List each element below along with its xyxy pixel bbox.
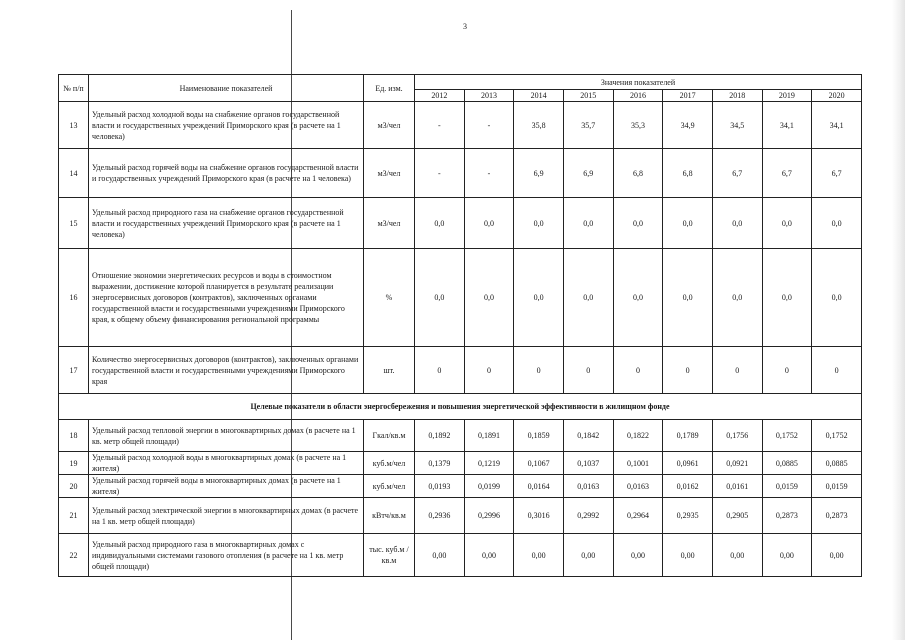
value-cell: 0,00 — [415, 534, 465, 577]
value-cell: 0 — [613, 347, 663, 394]
table-row — [59, 475, 862, 498]
value-cell: 0,0 — [464, 198, 514, 249]
value-cell: 0,0159 — [812, 475, 862, 498]
page-number: 3 — [463, 22, 467, 31]
value-cell: 0 — [762, 347, 812, 394]
indicator-name: Удельный расход природного газа на снабжение органов государственной власти и государственных учреждений Приморского края (в расчете на 1 человека) — [89, 198, 364, 249]
unit: куб.м/чел — [364, 452, 415, 475]
scan-page-edge — [892, 0, 905, 640]
header-year: 2013 — [464, 90, 514, 102]
header-name: Наименование показателей — [89, 75, 364, 102]
section-row — [59, 394, 862, 420]
table-row — [59, 149, 862, 198]
value-cell: 6,7 — [712, 149, 762, 198]
value-cell: 0,1752 — [812, 420, 862, 452]
header-year: 2015 — [563, 90, 613, 102]
indicators-table — [58, 74, 862, 577]
header-num: № п/п — [59, 75, 89, 102]
value-cell: 0,1859 — [514, 420, 564, 452]
value-cell: 0,0163 — [613, 475, 663, 498]
header-values: Значения показателей — [415, 75, 862, 90]
value-cell: 6,8 — [613, 149, 663, 198]
value-cell: 6,9 — [514, 149, 564, 198]
row-number: 17 — [59, 347, 89, 394]
value-cell: 0 — [712, 347, 762, 394]
value-cell: 0,0 — [663, 249, 713, 347]
value-cell: 0 — [663, 347, 713, 394]
value-cell: 0,0 — [812, 249, 862, 347]
indicator-name: Удельный расход холодной воды на снабжение органов государственной власти и государственных учреждений Приморского края (в расчете на 1 человека) — [89, 102, 364, 149]
header-row — [59, 75, 862, 90]
unit: куб.м/чел — [364, 475, 415, 498]
indicator-name: Удельный расход природного газа в многоквартирных домах с индивидуальными системами газового отопления (в расчете на 1 кв. метр общей площади) — [89, 534, 364, 577]
value-cell: 0,0885 — [812, 452, 862, 475]
value-cell: 0,1822 — [613, 420, 663, 452]
indicator-name: Отношение экономии энергетических ресурсов и воды в стоимостном выражении, достижение которой планируется в результате реализации энергосервисных договоров (контрактов), заключенных органами государственной власти и государственными учреждениями Приморского края, к общему объему финансирования региональной программы — [89, 249, 364, 347]
value-cell: 0,0 — [563, 249, 613, 347]
indicator-name: Удельный расход холодной воды в многоквартирных домах (в расчете на 1 жителя) — [89, 452, 364, 475]
row-number: 21 — [59, 498, 89, 534]
value-cell: 6,8 — [663, 149, 713, 198]
value-cell: 35,8 — [514, 102, 564, 149]
header-year: 2014 — [514, 90, 564, 102]
value-cell: 0,0 — [514, 249, 564, 347]
unit: кВтч/кв.м — [364, 498, 415, 534]
value-cell: 0,0 — [415, 249, 465, 347]
value-cell: 0,1789 — [663, 420, 713, 452]
table-row — [59, 347, 862, 394]
value-cell: 0,00 — [762, 534, 812, 577]
value-cell: 0,1067 — [514, 452, 564, 475]
value-cell: 0,2873 — [762, 498, 812, 534]
value-cell: 0 — [415, 347, 465, 394]
indicator-name: Удельный расход тепловой энергии в многоквартирных домах (в расчете на 1 кв. метр общей площади) — [89, 420, 364, 452]
value-cell: 34,9 — [663, 102, 713, 149]
value-cell: 0,0199 — [464, 475, 514, 498]
value-cell: 35,3 — [613, 102, 663, 149]
value-cell: 0,1752 — [762, 420, 812, 452]
table-row — [59, 198, 862, 249]
unit: м3/чел — [364, 102, 415, 149]
value-cell: 0,0164 — [514, 475, 564, 498]
unit: шт. — [364, 347, 415, 394]
value-cell: 0 — [514, 347, 564, 394]
value-cell: 0,0 — [613, 198, 663, 249]
value-cell: 0,1001 — [613, 452, 663, 475]
value-cell: 0,0161 — [712, 475, 762, 498]
value-cell: 0,1892 — [415, 420, 465, 452]
indicator-name: Удельный расход электрической энергии в многоквартирных домах (в расчете на 1 кв. метр общей площади) — [89, 498, 364, 534]
row-number: 22 — [59, 534, 89, 577]
unit: % — [364, 249, 415, 347]
header-year: 2020 — [812, 90, 862, 102]
value-cell: 34,1 — [762, 102, 812, 149]
value-cell: 0,0 — [563, 198, 613, 249]
indicator-name: Количество энергосервисных договоров (контрактов), заключенных органами государственной власти и государственными учреждениями Приморского края — [89, 347, 364, 394]
indicator-name: Удельный расход горячей воды в многоквартирных домах (в расчете на 1 жителя) — [89, 475, 364, 498]
table-row — [59, 534, 862, 577]
row-number: 18 — [59, 420, 89, 452]
value-cell: 0,1219 — [464, 452, 514, 475]
table-row — [59, 498, 862, 534]
value-cell: - — [464, 149, 514, 198]
unit: м3/чел — [364, 198, 415, 249]
value-cell: 0 — [563, 347, 613, 394]
value-cell: 35,7 — [563, 102, 613, 149]
header-unit: Ед. изм. — [364, 75, 415, 102]
value-cell: 0,0921 — [712, 452, 762, 475]
row-number: 20 — [59, 475, 89, 498]
value-cell: 0,00 — [464, 534, 514, 577]
value-cell: 0,0 — [613, 249, 663, 347]
section-title: Целевые показатели в области энергосбережения и повышения энергетической эффективности в жилищном фонде — [59, 394, 862, 420]
value-cell: 0,2936 — [415, 498, 465, 534]
value-cell: 0,0 — [663, 198, 713, 249]
value-cell: 0,1756 — [712, 420, 762, 452]
value-cell: 0,00 — [514, 534, 564, 577]
value-cell: - — [415, 149, 465, 198]
value-cell: 0,00 — [712, 534, 762, 577]
value-cell: 0,0 — [762, 249, 812, 347]
value-cell: 0,00 — [563, 534, 613, 577]
value-cell: 0,0 — [415, 198, 465, 249]
header-year: 2012 — [415, 90, 465, 102]
value-cell: 0,2992 — [563, 498, 613, 534]
value-cell: 0,2964 — [613, 498, 663, 534]
value-cell: 6,9 — [563, 149, 613, 198]
value-cell: 0,00 — [663, 534, 713, 577]
value-cell: 0,00 — [812, 534, 862, 577]
value-cell: 0,1379 — [415, 452, 465, 475]
row-number: 19 — [59, 452, 89, 475]
value-cell: 0,1891 — [464, 420, 514, 452]
header-year: 2018 — [712, 90, 762, 102]
table-row — [59, 420, 862, 452]
unit: м3/чел — [364, 149, 415, 198]
value-cell: 0,0885 — [762, 452, 812, 475]
table-row — [59, 102, 862, 149]
value-cell: 0,0 — [712, 249, 762, 347]
value-cell: 0 — [464, 347, 514, 394]
value-cell: 0,2905 — [712, 498, 762, 534]
row-number: 16 — [59, 249, 89, 347]
value-cell: 0,00 — [613, 534, 663, 577]
value-cell: 0,0162 — [663, 475, 713, 498]
value-cell: 6,7 — [762, 149, 812, 198]
table-row — [59, 249, 862, 347]
value-cell: 0,2996 — [464, 498, 514, 534]
indicator-name: Удельный расход горячей воды на снабжение органов государственной власти и государственных учреждений Приморского края (в расчете на 1 человека) — [89, 149, 364, 198]
value-cell: 0,3016 — [514, 498, 564, 534]
value-cell: 0,0193 — [415, 475, 465, 498]
unit: тыс. куб.м /кв.м — [364, 534, 415, 577]
value-cell: 34,1 — [812, 102, 862, 149]
value-cell: 6,7 — [812, 149, 862, 198]
value-cell: 0,0 — [762, 198, 812, 249]
value-cell: 0,1037 — [563, 452, 613, 475]
value-cell: 0,1842 — [563, 420, 613, 452]
row-number: 14 — [59, 149, 89, 198]
value-cell: 0,0 — [514, 198, 564, 249]
header-year: 2016 — [613, 90, 663, 102]
header-year: 2017 — [663, 90, 713, 102]
value-cell: - — [415, 102, 465, 149]
row-number: 15 — [59, 198, 89, 249]
value-cell: 0,0961 — [663, 452, 713, 475]
value-cell: 34,5 — [712, 102, 762, 149]
row-number: 13 — [59, 102, 89, 149]
value-cell: - — [464, 102, 514, 149]
table-row — [59, 452, 862, 475]
value-cell: 0 — [812, 347, 862, 394]
value-cell: 0,0163 — [563, 475, 613, 498]
value-cell: 0,2873 — [812, 498, 862, 534]
value-cell: 0,0 — [712, 198, 762, 249]
header-year: 2019 — [762, 90, 812, 102]
unit: Гкал/кв.м — [364, 420, 415, 452]
value-cell: 0,0159 — [762, 475, 812, 498]
value-cell: 0,0 — [464, 249, 514, 347]
value-cell: 0,0 — [812, 198, 862, 249]
value-cell: 0,2935 — [663, 498, 713, 534]
